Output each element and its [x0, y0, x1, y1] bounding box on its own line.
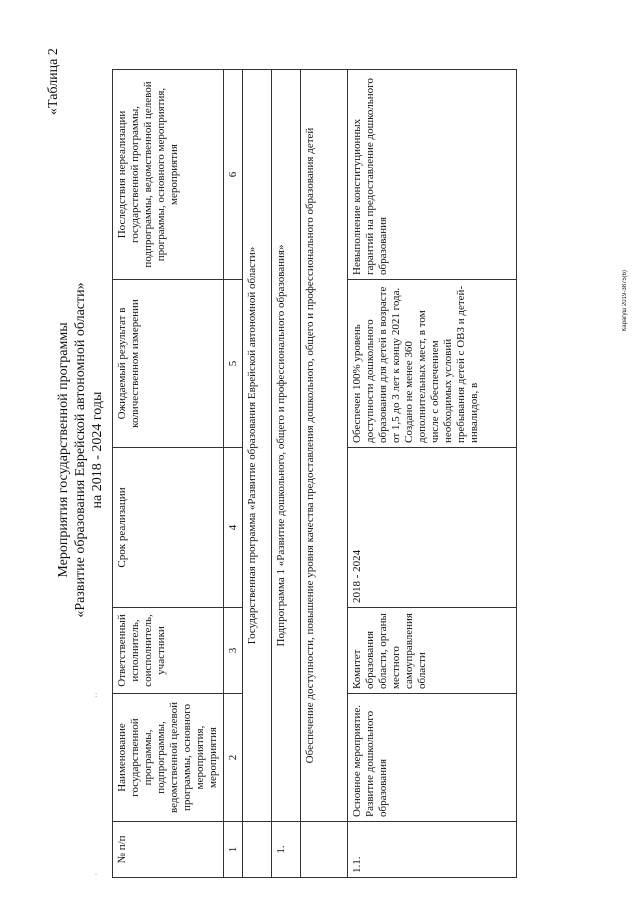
header-cell-period: Срок реализации: [113, 448, 224, 608]
row-period: 2018 - 2024: [348, 448, 517, 608]
document-title: [55, 20, 106, 880]
column-number: 6: [224, 70, 243, 280]
title-line-1: Мероприятия государственной программы: [56, 322, 71, 578]
scan-speck: .: [95, 868, 97, 877]
subprogram-row: [272, 70, 301, 878]
program-title: Государственная программа «Развитие образования Еврейской автономной области»: [243, 70, 272, 822]
table-header-row: [113, 70, 224, 878]
column-number: 5: [224, 280, 243, 448]
subprogram-title: Подпрограмма 1 «Развитие дошкольного, общего и профессионального образования»: [272, 70, 301, 822]
header-cell-result: Ожидаемый результат в количественном измерении: [113, 280, 224, 448]
program-row: [243, 70, 272, 878]
column-number: 4: [224, 448, 243, 608]
column-number: 3: [224, 608, 243, 694]
header-cell-consequence: Последствия нереализации государственной программы, подпрограммы, ведомственной целевой программы, основного мероприятия, мероприятия: [113, 70, 224, 280]
title-line-2: «Развитие образования Еврейской автономной области»: [73, 282, 88, 618]
row-consequence: Невыполнение конституционных гарантий на предоставление дошкольного образования: [348, 70, 517, 280]
subprogram-num: 1.: [272, 822, 301, 878]
header-cell-name: Наименование государственной программы, подпрограммы, ведомственной целевой программы, основного мероприятия, мероприятия: [113, 694, 224, 822]
column-number: 2: [224, 694, 243, 822]
goal-text: Обеспечение доступности, повышение уровня качества предоставления дошкольного, общего и профессионального образования детей: [301, 70, 348, 822]
program-num-cell: [243, 822, 272, 878]
rotated-content: [0, 20, 640, 880]
header-cell-executor: Ответственный исполнитель, соисполнитель, участники: [113, 608, 224, 694]
goal-row: [301, 70, 348, 878]
scan-speck: :: [95, 690, 98, 699]
row-name: Основное мероприятие. Развитие дошкольного образования: [348, 694, 517, 822]
registration-stamp: Карагуш 2019-3875(6): [622, 270, 628, 332]
goal-num-cell: [301, 822, 348, 878]
header-cell-num: № п/п: [113, 822, 224, 878]
table-label: «Таблица 2: [46, 48, 61, 115]
row-executor: Комитет образования области, органы местного самоуправления области: [348, 608, 517, 694]
row-num: 1.1.: [348, 822, 517, 878]
row-result: Обеспечен 100% уровень доступности дошкольного образования для детей в возрасте от 1,5 до 3 лет к концу 2021 года. Создано не менее 360 дополнительных мест, в том числе с обеспечением необходимых условий пребывания детей с ОВЗ и детей-инвалидов, в: [348, 280, 517, 448]
column-number-row: [224, 70, 243, 878]
title-line-3: на 2018 - 2024 годы: [90, 391, 105, 509]
table-row: [348, 70, 517, 878]
column-number: 1: [224, 822, 243, 878]
measures-table: [112, 69, 517, 878]
